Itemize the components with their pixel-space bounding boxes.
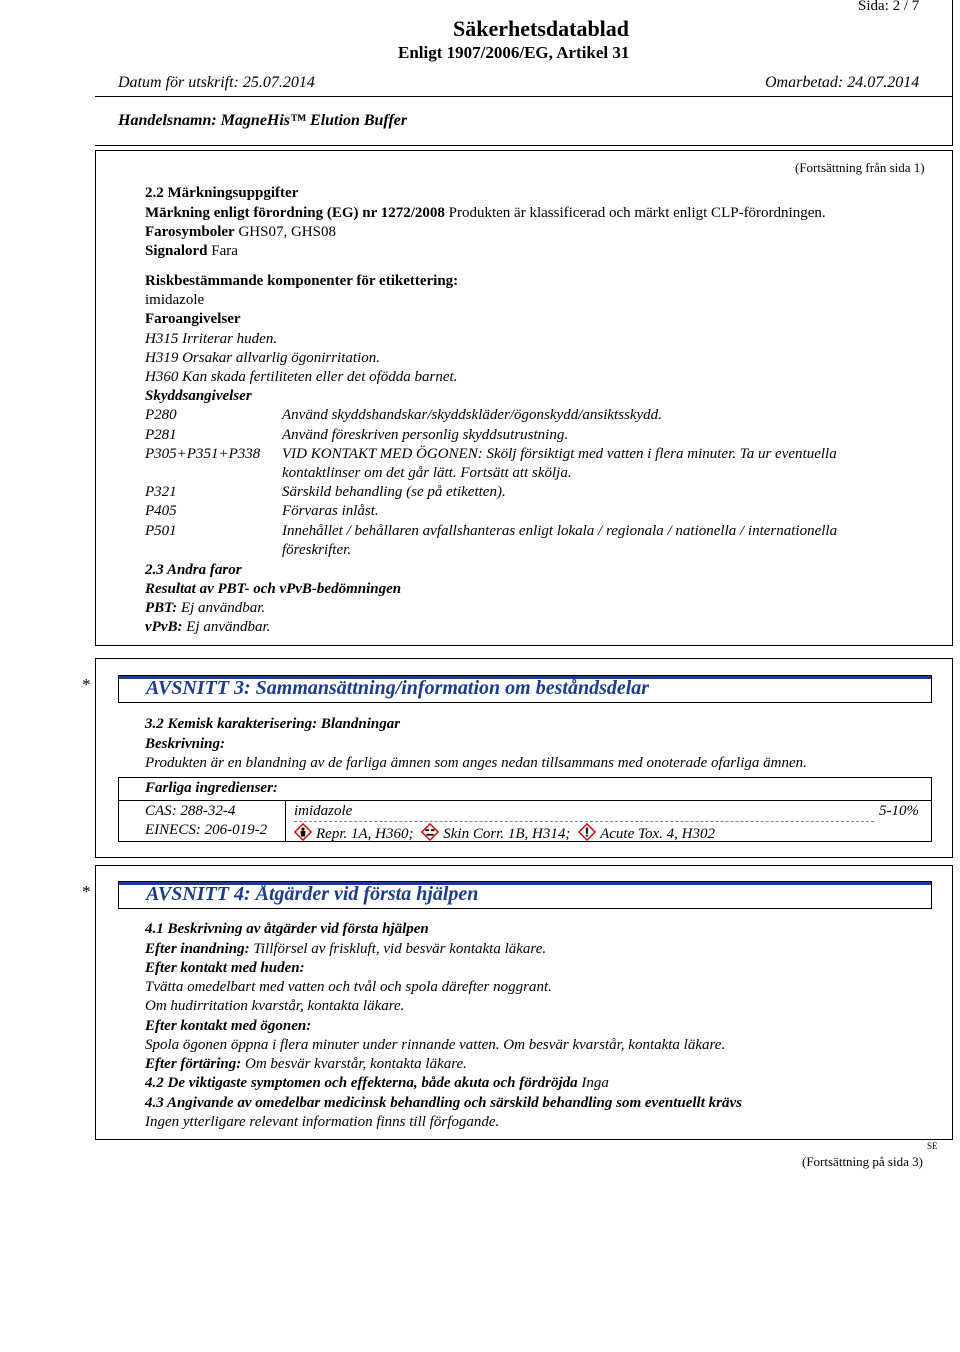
section4-right-border (952, 865, 953, 1140)
hazard-statement: H360 Kan skada fertiliteten eller det ofödda barnet. (145, 369, 458, 385)
header-bottom-rule (95, 145, 953, 146)
symbols-label: Farosymboler (145, 224, 235, 240)
section3-bottom-rule (95, 857, 953, 858)
symbols-value: GHS07, GHS08 (238, 224, 336, 240)
revised-date: Omarbetad: 24.07.2014 (765, 74, 920, 91)
s42-heading: 4.2 De viktigaste symptomen och effekterna, både akuta och fördröjda (145, 1075, 578, 1091)
s42-line (145, 1075, 609, 1092)
print-date: Datum för utskrift: 25.07.2014 (118, 74, 315, 91)
header-rule (95, 96, 953, 97)
pbt-value: Ej användbar. (180, 600, 266, 616)
change-marker: * (82, 882, 91, 901)
continued-from: (Fortsättning från sida 1) (795, 160, 925, 175)
section4-top-rule (95, 865, 953, 866)
ingestion-line (145, 1056, 467, 1073)
dashed-separator (294, 821, 874, 822)
vpvb-line (145, 619, 270, 636)
section4-left-border (95, 865, 96, 1140)
vpvb-label: vPvB: (145, 619, 183, 635)
header-right-border (952, 0, 953, 146)
concentration: 5-10% (879, 803, 919, 819)
vpvb-value: Ej användbar. (186, 619, 271, 635)
description-label: Beskrivning: (145, 736, 226, 752)
classification-line (294, 823, 715, 843)
classification-text: Acute Tox. 4, H302 (600, 826, 715, 842)
p-text: Innehållet / behållaren avfallshanteras enligt lokala / regionala / nationella / internationella (282, 523, 838, 539)
classification-text: Skin Corr. 1B, H314; (443, 826, 571, 842)
p-code: P305+P351+P338 (145, 446, 261, 462)
p-text: Särskild behandling (se på etiketten). (282, 484, 506, 500)
hazard-statement: H319 Orsakar allvarlig ögonirritation. (145, 350, 381, 366)
trade-name: Handelsnamn: MagneHis™ Elution Buffer (118, 112, 408, 129)
hazard-statements-label: Faroangivelser (145, 311, 241, 327)
section3-left-border (95, 658, 96, 858)
health-hazard-icon (294, 823, 312, 841)
classification-text: Repr. 1A, H360; (316, 826, 414, 842)
section3-top-rule (95, 658, 953, 659)
p-code: P280 (145, 407, 177, 423)
ingestion-text: Om besvär kvarstår, kontakta läkare. (245, 1056, 467, 1072)
skin-text: Tvätta omedelbart med vatten och tvål och spola därefter noggrant. (145, 979, 552, 995)
symbols-line (145, 224, 336, 241)
inhalation-label: Efter inandning: (145, 941, 250, 957)
signal-line (145, 243, 238, 260)
clp-line (145, 205, 826, 222)
ingredients-header-rule (118, 800, 932, 801)
s22-heading: 2.2 Märkningsuppgifter (145, 185, 299, 201)
p-text: Förvaras inlåst. (282, 503, 379, 519)
einecs-number: EINECS: 206-019-2 (145, 822, 268, 838)
p-code: P501 (145, 523, 177, 539)
s43-heading: 4.3 Angivande av omedelbar medicinsk behandling och särskild behandling som eventuellt krävs (145, 1095, 742, 1111)
p-text: föreskrifter. (282, 542, 352, 558)
skin-label: Efter kontakt med huden: (145, 960, 305, 976)
s43-text: Ingen ytterligare relevant information finns till förfogande. (145, 1114, 500, 1130)
section3-title: AVSNITT 3: Sammansättning/information om beståndsdelar (146, 677, 650, 699)
p-text: VID KONTAKT MED ÖGONEN: Skölj försiktigt med vatten i flera minuter. Ta ur eventuella (282, 446, 837, 462)
corrosion-icon (421, 823, 439, 841)
s41-heading: 4.1 Beskrivning av åtgärder vid första hjälpen (145, 921, 429, 937)
continued-to: (Fortsättning på sida 3) (802, 1154, 923, 1169)
document-title: Säkerhetsdatablad (453, 16, 630, 41)
pbt-heading: Resultat av PBT- och vPvB-bedömningen (145, 581, 402, 597)
clp-text: Produkten är klassificerad och märkt enligt CLP-förordningen. (448, 205, 826, 221)
document-subtitle: Enligt 1907/2006/EG, Artikel 31 (398, 43, 630, 62)
ingredients-label: Farliga ingredienser: (145, 780, 278, 796)
description-text: Produkten är en blandning av de farliga ämnen som anges nedan tillsammans med onoterade ofarliga ämnen. (145, 755, 807, 771)
ingredients-column-divider (285, 800, 286, 842)
eye-label: Efter kontakt med ögonen: (145, 1018, 312, 1034)
s23-heading: 2.3 Andra faror (145, 562, 242, 578)
eye-text: Spola ögonen öppna i flera minuter under rinnande vatten. Om besvär kvarstår, kontakta läkare. (145, 1037, 726, 1053)
p-code: P281 (145, 427, 177, 443)
inhalation-line (145, 941, 546, 958)
exclamation-icon (578, 823, 596, 841)
language-code: SE (927, 1141, 938, 1151)
pbt-line (145, 600, 265, 617)
p-code: P405 (145, 503, 177, 519)
change-marker: * (82, 675, 91, 694)
risk-components-label: Riskbestämmande komponenter för etikettering: (145, 273, 459, 289)
signal-value: Fara (211, 243, 238, 259)
p-text: Använd föreskriven personlig skyddsutrustning. (282, 427, 569, 443)
section4-bottom-rule (95, 1139, 953, 1140)
section4-title: AVSNITT 4: Åtgärder vid första hjälpen (146, 883, 479, 905)
p-text: Använd skyddshandskar/skyddskläder/ögonskydd/ansiktsskydd. (282, 407, 662, 423)
pbt-label: PBT: (145, 600, 178, 616)
hazard-statement: H315 Irriterar huden. (145, 331, 278, 347)
clp-label: Märkning enligt förordning (EG) nr 1272/2008 (145, 205, 445, 221)
inhalation-text: Tillförsel av friskluft, vid besvär kontakta läkare. (253, 941, 547, 957)
ingestion-label: Efter förtäring: (145, 1056, 242, 1072)
substance-name: imidazole (294, 803, 353, 819)
section3-right-border (952, 658, 953, 858)
s32-heading: 3.2 Kemisk karakterisering: Blandningar (145, 716, 401, 732)
p-text: kontaktlinser om det går lätt. Fortsätt att skölja. (282, 465, 572, 481)
risk-component: imidazole (145, 292, 205, 308)
cas-number: CAS: 288-32-4 (145, 803, 236, 819)
signal-label: Signalord (145, 243, 208, 259)
precaution-label: Skyddsangivelser (145, 388, 252, 404)
skin-text: Om hudirritation kvarstår, kontakta läkare. (145, 998, 405, 1014)
p-code: P321 (145, 484, 177, 500)
s42-value: Inga (581, 1075, 609, 1091)
page-number: Sida: 2 / 7 (858, 0, 920, 14)
